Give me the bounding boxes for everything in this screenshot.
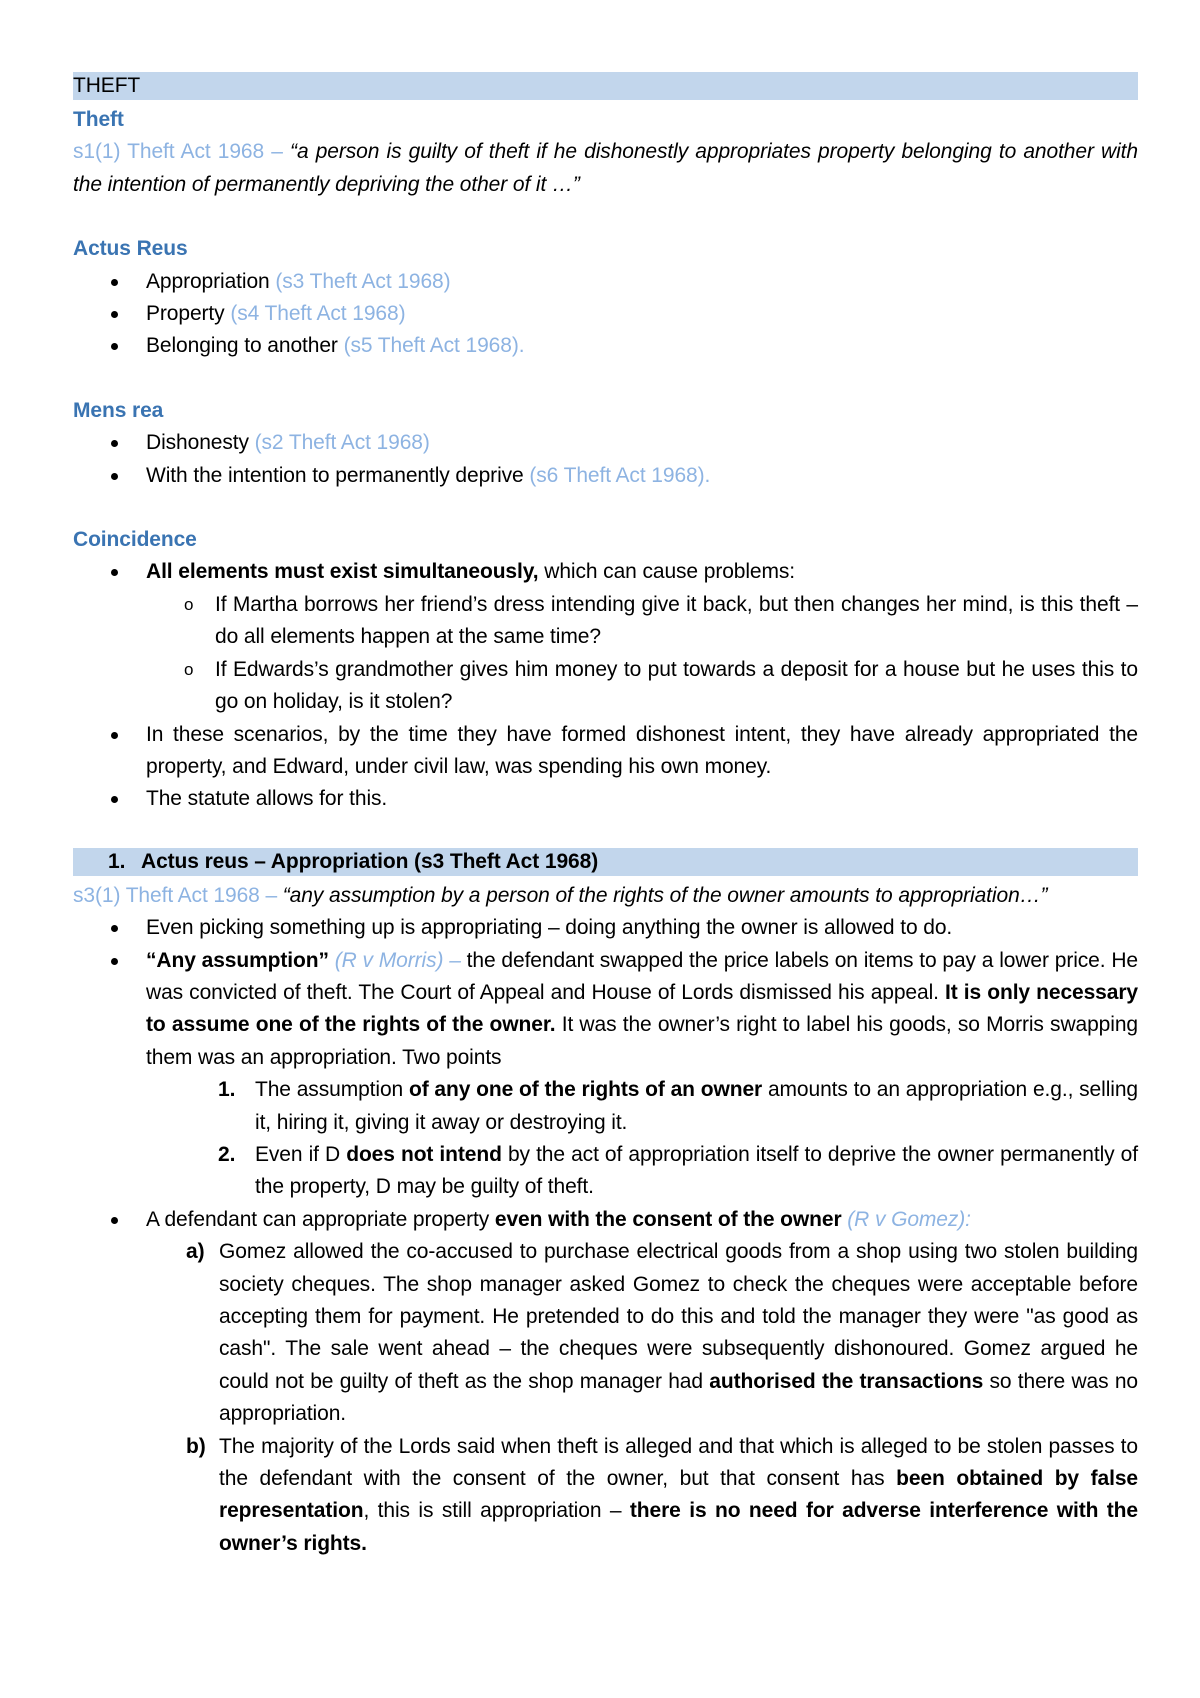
list-item: “Any assumption” (R v Morris) – the defendant swapped the price labels on items to pay a lower price. He was convicted of theft. The Court of Appeal and House of Lords dismissed his appeal. It is only necessary to assume one of the rights of the owner. It was the owner’s right to label his goods, so Morris swapping them was an appropriation. Two points 1. The assumption of any one of the rights of an owner amounts to an appropriation e.g., selling it, hiring it, giving it away or destroying it. 2. Even if D does not intend by the act of appropriation itself to deprive the owner permanently of the property, D may be guilty of theft.	[73, 945, 1138, 1204]
title-bar	[73, 72, 1138, 100]
mens-rea-heading: Mens rea	[73, 398, 164, 422]
points-list	[146, 1074, 1138, 1204]
coincidence-list	[73, 556, 1138, 815]
mens-rea-list	[73, 427, 1138, 492]
gomez-list	[146, 1236, 1138, 1560]
list-item: In these scenarios, by the time they have formed dishonest intent, they have already appropriated the property, and Edward, under civil law, was spending his own money.	[73, 719, 1138, 784]
appropriation-heading: Actus reus – Appropriation (s3 Theft Act 1968)	[141, 849, 599, 873]
page-title: THEFT	[73, 74, 141, 97]
list-item: All elements must exist simultaneously, which can cause problems: o If Martha borrows her friend’s dress intending give it back, but then changes her mind, is this theft – do all elements happen at the same time? o If Edwards’s grandmother gives him money to put towards a deposit for a house but he uses this to go on holiday, is it stolen?	[73, 556, 1138, 718]
coincidence-heading: Coincidence	[73, 528, 197, 552]
appropriation-cite: s3(1) Theft Act 1968 –	[73, 883, 283, 907]
coincidence-sublist	[146, 589, 1138, 719]
list-item: Appropriation (s3 Theft Act 1968)	[73, 266, 1138, 298]
list-item: Even picking something up is appropriating – doing anything the owner is allowed to do.	[73, 912, 1138, 944]
theft-cite: s1(1) Theft Act 1968 –	[73, 140, 291, 164]
lettered-item: a) Gomez allowed the co-accused to purchase electrical goods from a shop using two stolen building society cheques. The shop manager asked Gomez to check the cheques were acceptable before accepting them for payment. He pretended to do this and told the manager they were "as good as cash". The sale went ahead – the cheques were subsequently dishonoured. Gomez argued he could not be guilty of theft as the shop manager had authorised the transactions so there was no appropriation.	[186, 1240, 1138, 1426]
appropriation-list	[73, 912, 1138, 1560]
theft-quote: “a person is guilty of theft if he dishonestly appropriates property belonging to another with the intention of permanently depriving the other of it …”	[73, 140, 1138, 196]
sub-list-item: o If Edwards’s grandmother gives him money to put towards a deposit for a house but he uses this to go on holiday, is it stolen?	[142, 654, 1138, 719]
lettered-item: b) The majority of the Lords said when theft is alleged and that which is alleged to be stolen passes to the defendant with the consent of the owner, but that consent has been obtained by false representation, this is still appropriation – there is no need for adverse interference with the owner’s rights.	[186, 1434, 1139, 1555]
list-item: A defendant can appropriate property even with the consent of the owner (R v Gomez): a) Gomez allowed the co-accused to purchase electrical goods from a shop using two stolen building society cheques. The shop manager asked Gomez to check the cheques were acceptable before accepting them for payment. He pretended to do this and told the manager they were "as good as cash". The sale went ahead – the cheques were subsequently dishonoured. Gomez argued he could not be guilty of theft as the shop manager had authorised the transactions so there was no appropriation. b) The majority of the Lords said when theft is alleged and that which is alleged to be stolen passes to the defendant with the consent of the owner, but that consent has been obtained by false representation, this is still appropriation – there is no need for adverse interference with the owner’s rights.	[73, 1204, 1138, 1560]
theft-definition	[73, 136, 1138, 201]
list-item: Property (s4 Theft Act 1968)	[73, 298, 1138, 330]
list-item: Belonging to another (s5 Theft Act 1968).	[73, 330, 1138, 362]
actus-reus-list	[73, 266, 1138, 363]
numbered-item: 1. The assumption of any one of the rights of an owner amounts to an appropriation e.g., selling it, hiring it, giving it away or destroying it.	[218, 1078, 1138, 1134]
actus-reus-heading: Actus Reus	[73, 237, 188, 261]
sub-list-item: o If Martha borrows her friend’s dress intending give it back, but then changes her mind, is this theft – do all elements happen at the same time?	[142, 589, 1138, 654]
numbered-item: 2. Even if D does not intend by the act of appropriation itself to deprive the owner permanently of the property, D may be guilty of theft.	[218, 1142, 1138, 1199]
appropriation-definition	[73, 880, 1138, 912]
list-item: Dishonesty (s2 Theft Act 1968)	[73, 427, 1138, 459]
theft-heading: Theft	[73, 108, 124, 131]
heading-number: 1.	[108, 849, 126, 873]
list-item: With the intention to permanently deprive (s6 Theft Act 1968).	[73, 460, 1138, 492]
list-item: The statute allows for this.	[73, 783, 1138, 815]
appropriation-quote: “any assumption by a person of the rights of the owner amounts to appropriation…”	[282, 883, 1048, 907]
appropriation-heading-bar	[73, 848, 1138, 876]
